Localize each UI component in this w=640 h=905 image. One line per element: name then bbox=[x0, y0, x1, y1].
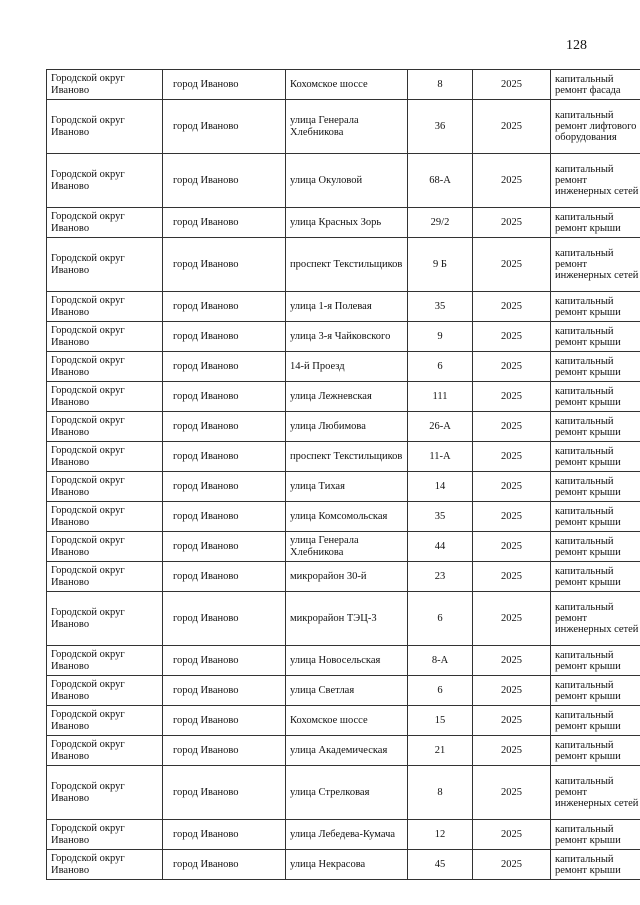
house-cell: 23 bbox=[408, 562, 473, 592]
city-cell: город Иваново bbox=[163, 532, 286, 562]
table-row bbox=[47, 322, 640, 352]
okrug-cell: Городской округ Иваново bbox=[47, 100, 163, 154]
work-type-cell: капитальный ремонт крыши bbox=[551, 736, 640, 766]
work-type-cell: капитальный ремонт крыши bbox=[551, 502, 640, 532]
street-cell: Кохомское шоссе bbox=[286, 70, 408, 100]
table-row bbox=[47, 70, 640, 100]
year-cell: 2025 bbox=[473, 154, 551, 208]
table-row bbox=[47, 592, 640, 646]
house-cell: 8 bbox=[408, 766, 473, 820]
work-type-cell: капитальный ремонт лифтового оборудования bbox=[551, 100, 640, 154]
city-cell: город Иваново bbox=[163, 820, 286, 850]
street-cell: улица Окуловой bbox=[286, 154, 408, 208]
house-cell: 21 bbox=[408, 736, 473, 766]
work-type-cell: капитальный ремонт крыши bbox=[551, 322, 640, 352]
year-cell: 2025 bbox=[473, 322, 551, 352]
city-cell: город Иваново bbox=[163, 382, 286, 412]
house-cell: 12 bbox=[408, 820, 473, 850]
house-cell: 15 bbox=[408, 706, 473, 736]
house-cell: 8 bbox=[408, 70, 473, 100]
okrug-cell: Городской округ Иваново bbox=[47, 208, 163, 238]
table-row bbox=[47, 154, 640, 208]
street-cell: улица Любимова bbox=[286, 412, 408, 442]
table-body bbox=[47, 70, 640, 880]
work-type-cell: капитальный ремонт крыши bbox=[551, 442, 640, 472]
street-cell: микрорайон 30-й bbox=[286, 562, 408, 592]
table-row bbox=[47, 208, 640, 238]
house-cell: 6 bbox=[408, 676, 473, 706]
table-row bbox=[47, 412, 640, 442]
work-type-cell: капитальный ремонт крыши bbox=[551, 646, 640, 676]
house-cell: 45 bbox=[408, 850, 473, 880]
street-cell: улица Тихая bbox=[286, 472, 408, 502]
work-type-cell: капитальный ремонт крыши bbox=[551, 382, 640, 412]
city-cell: город Иваново bbox=[163, 412, 286, 442]
okrug-cell: Городской округ Иваново bbox=[47, 736, 163, 766]
year-cell: 2025 bbox=[473, 820, 551, 850]
street-cell: улица Генерала Хлебникова bbox=[286, 100, 408, 154]
table-row bbox=[47, 766, 640, 820]
city-cell: город Иваново bbox=[163, 442, 286, 472]
table-row bbox=[47, 562, 640, 592]
city-cell: город Иваново bbox=[163, 646, 286, 676]
house-cell: 14 bbox=[408, 472, 473, 502]
work-type-cell: капитальный ремонт крыши bbox=[551, 820, 640, 850]
house-cell: 29/2 bbox=[408, 208, 473, 238]
street-cell: улица Некрасова bbox=[286, 850, 408, 880]
house-cell: 111 bbox=[408, 382, 473, 412]
work-type-cell: капитальный ремонт инженерных сетей bbox=[551, 592, 640, 646]
table-row bbox=[47, 352, 640, 382]
year-cell: 2025 bbox=[473, 736, 551, 766]
city-cell: город Иваново bbox=[163, 502, 286, 532]
okrug-cell: Городской округ Иваново bbox=[47, 646, 163, 676]
street-cell: проспект Текстильщиков bbox=[286, 238, 408, 292]
city-cell: город Иваново bbox=[163, 322, 286, 352]
year-cell: 2025 bbox=[473, 352, 551, 382]
okrug-cell: Городской округ Иваново bbox=[47, 322, 163, 352]
year-cell: 2025 bbox=[473, 382, 551, 412]
city-cell: город Иваново bbox=[163, 592, 286, 646]
street-cell: проспект Текстильщиков bbox=[286, 442, 408, 472]
work-type-cell: капитальный ремонт фасада bbox=[551, 70, 640, 100]
okrug-cell: Городской округ Иваново bbox=[47, 292, 163, 322]
house-cell: 68-А bbox=[408, 154, 473, 208]
year-cell: 2025 bbox=[473, 100, 551, 154]
city-cell: город Иваново bbox=[163, 850, 286, 880]
city-cell: город Иваново bbox=[163, 766, 286, 820]
street-cell: улица 1-я Полевая bbox=[286, 292, 408, 322]
street-cell: улица Лебедева-Кумача bbox=[286, 820, 408, 850]
work-type-cell: капитальный ремонт крыши bbox=[551, 352, 640, 382]
okrug-cell: Городской округ Иваново bbox=[47, 352, 163, 382]
city-cell: город Иваново bbox=[163, 208, 286, 238]
okrug-cell: Городской округ Иваново bbox=[47, 562, 163, 592]
house-cell: 11-А bbox=[408, 442, 473, 472]
street-cell: улица Комсомольская bbox=[286, 502, 408, 532]
work-type-cell: капитальный ремонт крыши bbox=[551, 676, 640, 706]
street-cell: микрорайон ТЭЦ-3 bbox=[286, 592, 408, 646]
street-cell: улица Генерала Хлебникова bbox=[286, 532, 408, 562]
year-cell: 2025 bbox=[473, 292, 551, 322]
street-cell: улица Красных Зорь bbox=[286, 208, 408, 238]
okrug-cell: Городской округ Иваново bbox=[47, 412, 163, 442]
street-cell: улица 3-я Чайковского bbox=[286, 322, 408, 352]
okrug-cell: Городской округ Иваново bbox=[47, 154, 163, 208]
work-type-cell: капитальный ремонт крыши bbox=[551, 562, 640, 592]
work-type-cell: капитальный ремонт инженерных сетей bbox=[551, 238, 640, 292]
work-type-cell: капитальный ремонт крыши bbox=[551, 472, 640, 502]
page-number: 128 bbox=[566, 38, 587, 53]
street-cell: 14-й Проезд bbox=[286, 352, 408, 382]
city-cell: город Иваново bbox=[163, 238, 286, 292]
okrug-cell: Городской округ Иваново bbox=[47, 382, 163, 412]
work-type-cell: капитальный ремонт инженерных сетей bbox=[551, 154, 640, 208]
table-row bbox=[47, 292, 640, 322]
okrug-cell: Городской округ Иваново bbox=[47, 472, 163, 502]
street-cell: улица Новосельская bbox=[286, 646, 408, 676]
repair-registry-table bbox=[46, 69, 640, 880]
house-cell: 44 bbox=[408, 532, 473, 562]
table-row bbox=[47, 532, 640, 562]
okrug-cell: Городской округ Иваново bbox=[47, 820, 163, 850]
year-cell: 2025 bbox=[473, 70, 551, 100]
year-cell: 2025 bbox=[473, 442, 551, 472]
year-cell: 2025 bbox=[473, 706, 551, 736]
work-type-cell: капитальный ремонт крыши bbox=[551, 208, 640, 238]
street-cell: улица Светлая bbox=[286, 676, 408, 706]
table-row bbox=[47, 382, 640, 412]
city-cell: город Иваново bbox=[163, 154, 286, 208]
street-cell: улица Лежневская bbox=[286, 382, 408, 412]
house-cell: 6 bbox=[408, 352, 473, 382]
table-row bbox=[47, 238, 640, 292]
okrug-cell: Городской округ Иваново bbox=[47, 532, 163, 562]
street-cell: улица Академическая bbox=[286, 736, 408, 766]
year-cell: 2025 bbox=[473, 646, 551, 676]
table-row bbox=[47, 100, 640, 154]
city-cell: город Иваново bbox=[163, 736, 286, 766]
okrug-cell: Городской округ Иваново bbox=[47, 502, 163, 532]
work-type-cell: капитальный ремонт крыши bbox=[551, 292, 640, 322]
year-cell: 2025 bbox=[473, 238, 551, 292]
okrug-cell: Городской округ Иваново bbox=[47, 592, 163, 646]
city-cell: город Иваново bbox=[163, 352, 286, 382]
table-row bbox=[47, 502, 640, 532]
year-cell: 2025 bbox=[473, 472, 551, 502]
work-type-cell: капитальный ремонт крыши bbox=[551, 412, 640, 442]
table-row bbox=[47, 472, 640, 502]
table-row bbox=[47, 736, 640, 766]
city-cell: город Иваново bbox=[163, 706, 286, 736]
year-cell: 2025 bbox=[473, 676, 551, 706]
year-cell: 2025 bbox=[473, 766, 551, 820]
city-cell: город Иваново bbox=[163, 472, 286, 502]
table-row bbox=[47, 706, 640, 736]
year-cell: 2025 bbox=[473, 850, 551, 880]
table-row bbox=[47, 646, 640, 676]
house-cell: 36 bbox=[408, 100, 473, 154]
work-type-cell: капитальный ремонт инженерных сетей bbox=[551, 766, 640, 820]
year-cell: 2025 bbox=[473, 532, 551, 562]
city-cell: город Иваново bbox=[163, 676, 286, 706]
table-row bbox=[47, 676, 640, 706]
street-cell: Кохомское шоссе bbox=[286, 706, 408, 736]
house-cell: 9 bbox=[408, 322, 473, 352]
okrug-cell: Городской округ Иваново bbox=[47, 676, 163, 706]
house-cell: 35 bbox=[408, 502, 473, 532]
city-cell: город Иваново bbox=[163, 70, 286, 100]
work-type-cell: капитальный ремонт крыши bbox=[551, 850, 640, 880]
okrug-cell: Городской округ Иваново bbox=[47, 70, 163, 100]
table-row bbox=[47, 820, 640, 850]
okrug-cell: Городской округ Иваново bbox=[47, 766, 163, 820]
street-cell: улица Стрелковая bbox=[286, 766, 408, 820]
house-cell: 6 bbox=[408, 592, 473, 646]
city-cell: город Иваново bbox=[163, 100, 286, 154]
house-cell: 9 Б bbox=[408, 238, 473, 292]
year-cell: 2025 bbox=[473, 208, 551, 238]
year-cell: 2025 bbox=[473, 562, 551, 592]
okrug-cell: Городской округ Иваново bbox=[47, 238, 163, 292]
house-cell: 26-А bbox=[408, 412, 473, 442]
house-cell: 35 bbox=[408, 292, 473, 322]
year-cell: 2025 bbox=[473, 412, 551, 442]
okrug-cell: Городской округ Иваново bbox=[47, 706, 163, 736]
table-row bbox=[47, 850, 640, 880]
year-cell: 2025 bbox=[473, 502, 551, 532]
city-cell: город Иваново bbox=[163, 562, 286, 592]
house-cell: 8-А bbox=[408, 646, 473, 676]
okrug-cell: Городской округ Иваново bbox=[47, 850, 163, 880]
work-type-cell: капитальный ремонт крыши bbox=[551, 706, 640, 736]
table-row bbox=[47, 442, 640, 472]
okrug-cell: Городской округ Иваново bbox=[47, 442, 163, 472]
work-type-cell: капитальный ремонт крыши bbox=[551, 532, 640, 562]
city-cell: город Иваново bbox=[163, 292, 286, 322]
year-cell: 2025 bbox=[473, 592, 551, 646]
